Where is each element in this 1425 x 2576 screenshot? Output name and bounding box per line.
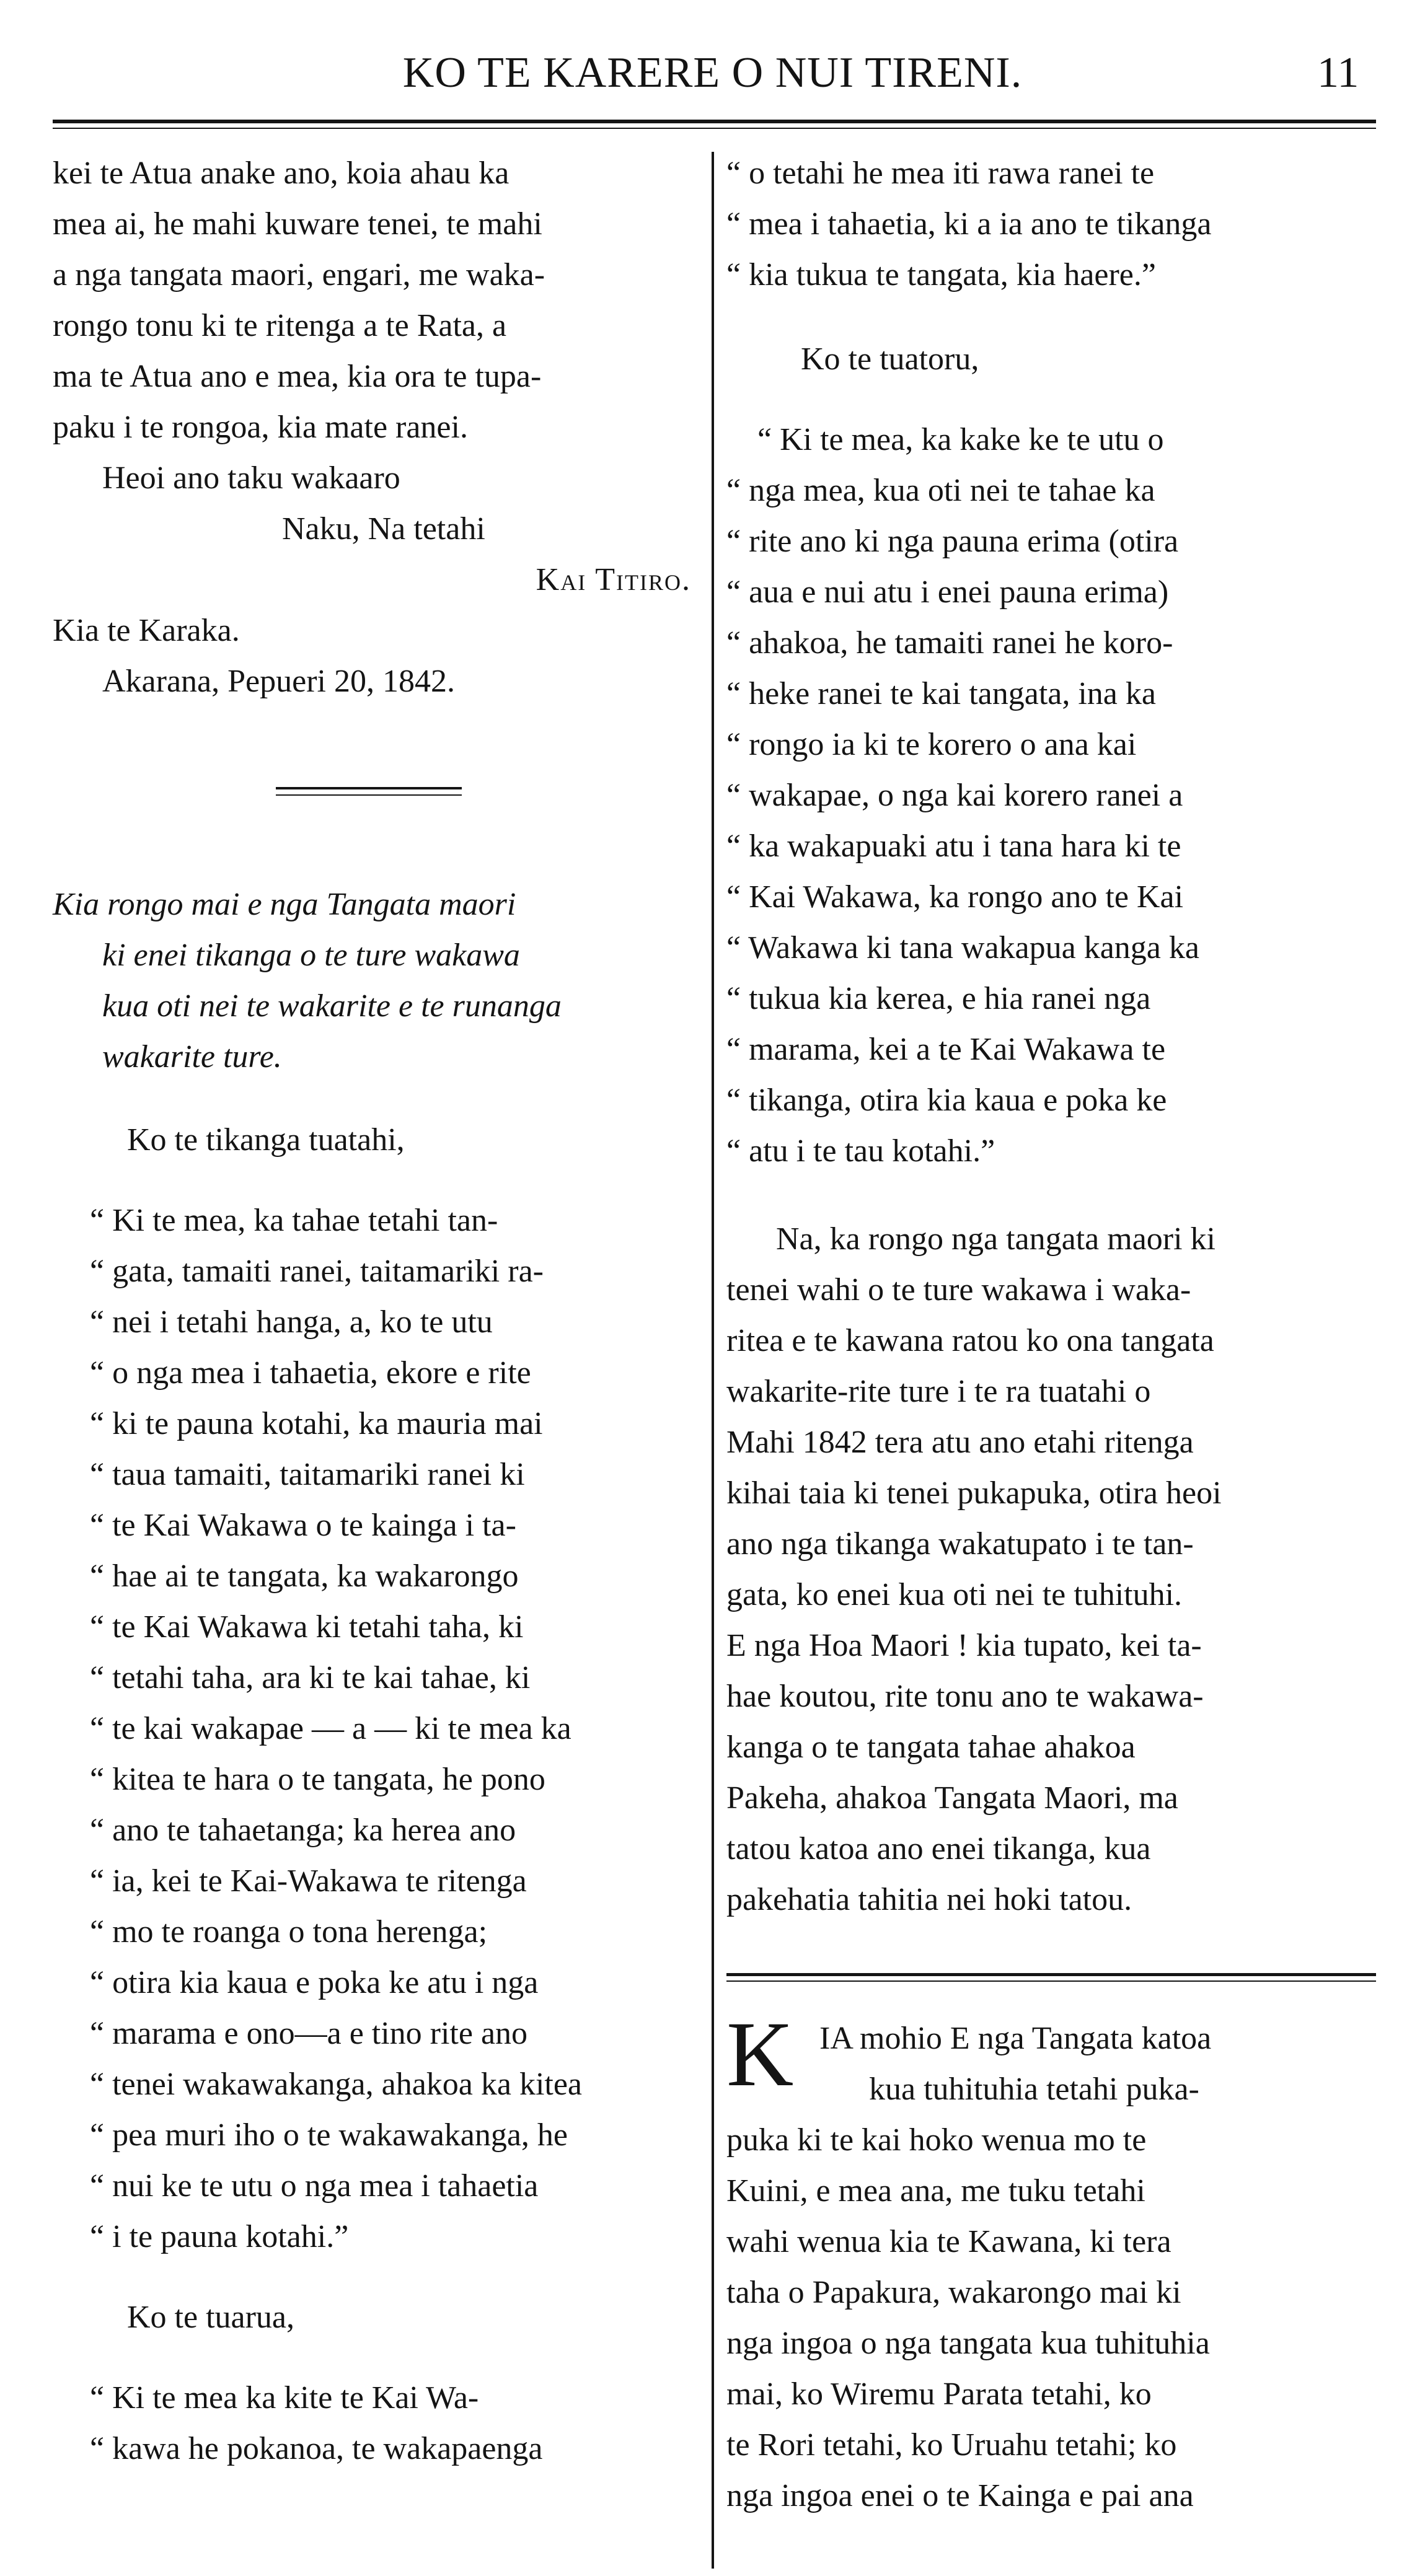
text-line: “ Ki te mea ka kite te Kai Wa- (90, 2380, 479, 2416)
text-line: “ wakapae, o nga kai korero ranei a (726, 778, 1183, 813)
text-line: ritea e te kawana ratou ko ona tangata (726, 1323, 1214, 1358)
text-line: “ hae ai te tangata, ka wakarongo (90, 1558, 519, 1594)
text-line: a nga tangata maori, engari, me waka- (53, 257, 545, 292)
text-line: kihai taia ki tenei pukapuka, otira heoi (726, 1475, 1222, 1511)
text-line: “ te kai wakapae — a — ki te mea ka (90, 1711, 571, 1746)
text-line: tatou katoa ano enei tikanga, kua (726, 1831, 1151, 1866)
text-line: “ otira kia kaua e poka ke atu i nga (90, 1965, 539, 2000)
text-line: nga ingoa enei o te Kainga e pai ana (726, 2478, 1194, 2513)
text-line: “ ahakoa, he tamaiti ranei he koro- (726, 625, 1173, 661)
text-line: “ taua tamaiti, taitamariki ranei ki (90, 1457, 525, 1492)
column-divider (712, 152, 714, 2569)
text-line: IA mohio E nga Tangata katoa (819, 2021, 1212, 2056)
text-line: mea ai, he mahi kuware tenei, te mahi (53, 206, 542, 242)
text-line: “ atu i te tau kotahi.” (726, 1133, 995, 1169)
letter-dateline: Akarana, Pepueri 20, 1842. (102, 664, 455, 699)
text-line: “ aua e nui atu i enei pauna erima) (726, 574, 1169, 610)
text-line: “ rite ano ki nga pauna erima (otira (726, 524, 1179, 559)
text-line: te Rori tetahi, ko Uruahu tetahi; ko (726, 2427, 1177, 2463)
text-line: ma te Atua ano e mea, kia ora te tupa- (53, 359, 542, 394)
text-line: hae koutou, rite tonu ano te wakawa- (726, 1679, 1204, 1714)
text-line: “ tenei wakawakanga, ahakoa ka kitea (90, 2067, 583, 2102)
text-line: “ ka wakapuaki atu i tana hara ki te (726, 829, 1181, 864)
rule-three-heading: Ko te tuatoru, (801, 341, 979, 377)
page-number: 11 (1317, 49, 1359, 97)
letter-from: Naku, Na tetahi (282, 511, 485, 547)
text-line: “ Kai Wakawa, ka rongo ano te Kai (726, 879, 1184, 915)
text-line: tenei wahi o te ture wakawa i waka- (726, 1272, 1191, 1308)
text-line: “ Ki te mea, ka kake ke te utu o (757, 422, 1164, 457)
text-line: “ tikanga, otira kia kaua e poka ke (726, 1083, 1167, 1118)
text-line: “ nui ke te utu o nga mea i tahaetia (90, 2168, 539, 2204)
page-header (0, 0, 1425, 130)
text-line: ano nga tikanga wakatupato i te tan- (726, 1526, 1194, 1562)
text-line: Mahi 1842 tera atu ano etahi ritenga (726, 1425, 1194, 1460)
text-line: kua tuhituhia tetahi puka- (869, 2072, 1199, 2107)
text-line: “ kawa he pokanoa, te wakapaenga (90, 2431, 543, 2466)
text-line: “ pea muri iho o te wakawakanga, he (90, 2117, 568, 2153)
letter-place: Kia te Karaka. (53, 613, 240, 648)
text-line: “ te Kai Wakawa o te kainga i ta- (90, 1508, 516, 1543)
letter-closing: Heoi ano taku wakaaro (102, 460, 400, 496)
italic-line: ki enei tikanga o te ture wakawa (102, 938, 520, 973)
header-rule-thin (53, 128, 1376, 129)
section-rule (276, 787, 462, 789)
text-line: “ kitea te hara o te tangata, he pono (90, 1762, 545, 1797)
text-line: E nga Hoa Maori ! kia tupato, kei ta- (726, 1628, 1202, 1663)
text-line: “ marama e ono—a e tino rite ano (90, 2016, 528, 2051)
text-line: “ tukua kia kerea, e hia ranei nga (726, 981, 1151, 1016)
text-line: “ te Kai Wakawa ki tetahi taha, ki (90, 1609, 524, 1645)
header-rule (53, 120, 1376, 123)
text-line: mai, ko Wiremu Parata tetahi, ko (726, 2376, 1152, 2412)
text-line: “ rongo ia ki te korero o ana kai (726, 727, 1137, 762)
text-line: nga ingoa o nga tangata kua tuhituhia (726, 2326, 1210, 2361)
text-line: “ mea i tahaetia, ki a ia ano te tikanga (726, 206, 1212, 242)
newspaper-title: KO TE KARERE O NUI TIRENI. (402, 49, 1023, 97)
text-line: Pakeha, ahakoa Tangata Maori, ma (726, 1780, 1178, 1816)
text-line: kanga o te tangata tahae ahakoa (726, 1730, 1136, 1765)
text-line: “ ki te pauna kotahi, ka mauria mai (90, 1406, 543, 1441)
text-line: wakarite-rite ture i te ra tuatahi o (726, 1374, 1151, 1409)
text-line: “ mo te roanga o tona herenga; (90, 1914, 488, 1950)
italic-line: wakarite ture. (102, 1039, 282, 1075)
text-line: “ nei i tetahi hanga, a, ko te utu (90, 1304, 493, 1340)
italic-line: kua oti nei te wakarite e te runanga (102, 988, 562, 1024)
text-line: “ marama, kei a te Kai Wakawa te (726, 1032, 1166, 1067)
text-line: “ kia tukua te tangata, kia haere.” (726, 257, 1156, 292)
rule-one-heading: Ko te tikanga tuatahi, (127, 1122, 405, 1158)
text-line: Na, ka rongo nga tangata maori ki (776, 1221, 1215, 1257)
notice-rule-thin (726, 1980, 1376, 1982)
text-line: “ gata, tamaiti ranei, taitamariki ra- (90, 1254, 544, 1289)
section-rule-thin (276, 794, 462, 796)
italic-line: Kia rongo mai e nga Tangata maori (53, 887, 516, 922)
text-line: Kuini, e mea ana, me tuku tetahi (726, 2173, 1145, 2209)
text-line: paku i te rongoa, kia mate ranei. (53, 410, 468, 445)
text-line: pakehatia tahitia nei hoki tatou. (726, 1882, 1132, 1917)
text-line: “ o nga mea i tahaetia, ekore e rite (90, 1355, 531, 1391)
text-line: gata, ko enei kua oti nei te tuhituhi. (726, 1577, 1183, 1612)
text-line: “ tetahi taha, ara ki te kai tahae, ki (90, 1660, 531, 1695)
text-line: rongo tonu ki te ritenga a te Rata, a (53, 308, 507, 343)
text-line: “ Ki te mea, ka tahae tetahi tan- (90, 1203, 498, 1238)
text-line: taha o Papakura, wakarongo mai ki (726, 2275, 1181, 2310)
text-line: “ i te pauna kotahi.” (90, 2219, 349, 2254)
text-line: “ heke ranei te kai tangata, ina ka (726, 676, 1156, 711)
notice-rule (726, 1973, 1376, 1976)
text-line: “ ia, kei te Kai-Wakawa te ritenga (90, 1863, 527, 1899)
text-line: “ o tetahi he mea iti rawa ranei te (726, 156, 1155, 191)
text-line: “ ano te tahaetanga; ka herea ano (90, 1813, 516, 1848)
text-line: “ nga mea, kua oti nei te tahae ka (726, 473, 1155, 508)
rule-two-heading: Ko te tuarua, (127, 2300, 295, 2335)
drop-cap: K (726, 2003, 794, 2106)
text-line: wahi wenua kia te Kawana, ki tera (726, 2224, 1171, 2259)
text-line: “ Wakawa ki tana wakapua kanga ka (726, 930, 1199, 965)
letter-signature: Kai Titiro. (536, 562, 691, 597)
text-line: kei te Atua anake ano, koia ahau ka (53, 156, 510, 191)
text-line: puka ki te kai hoko wenua mo te (726, 2122, 1147, 2158)
